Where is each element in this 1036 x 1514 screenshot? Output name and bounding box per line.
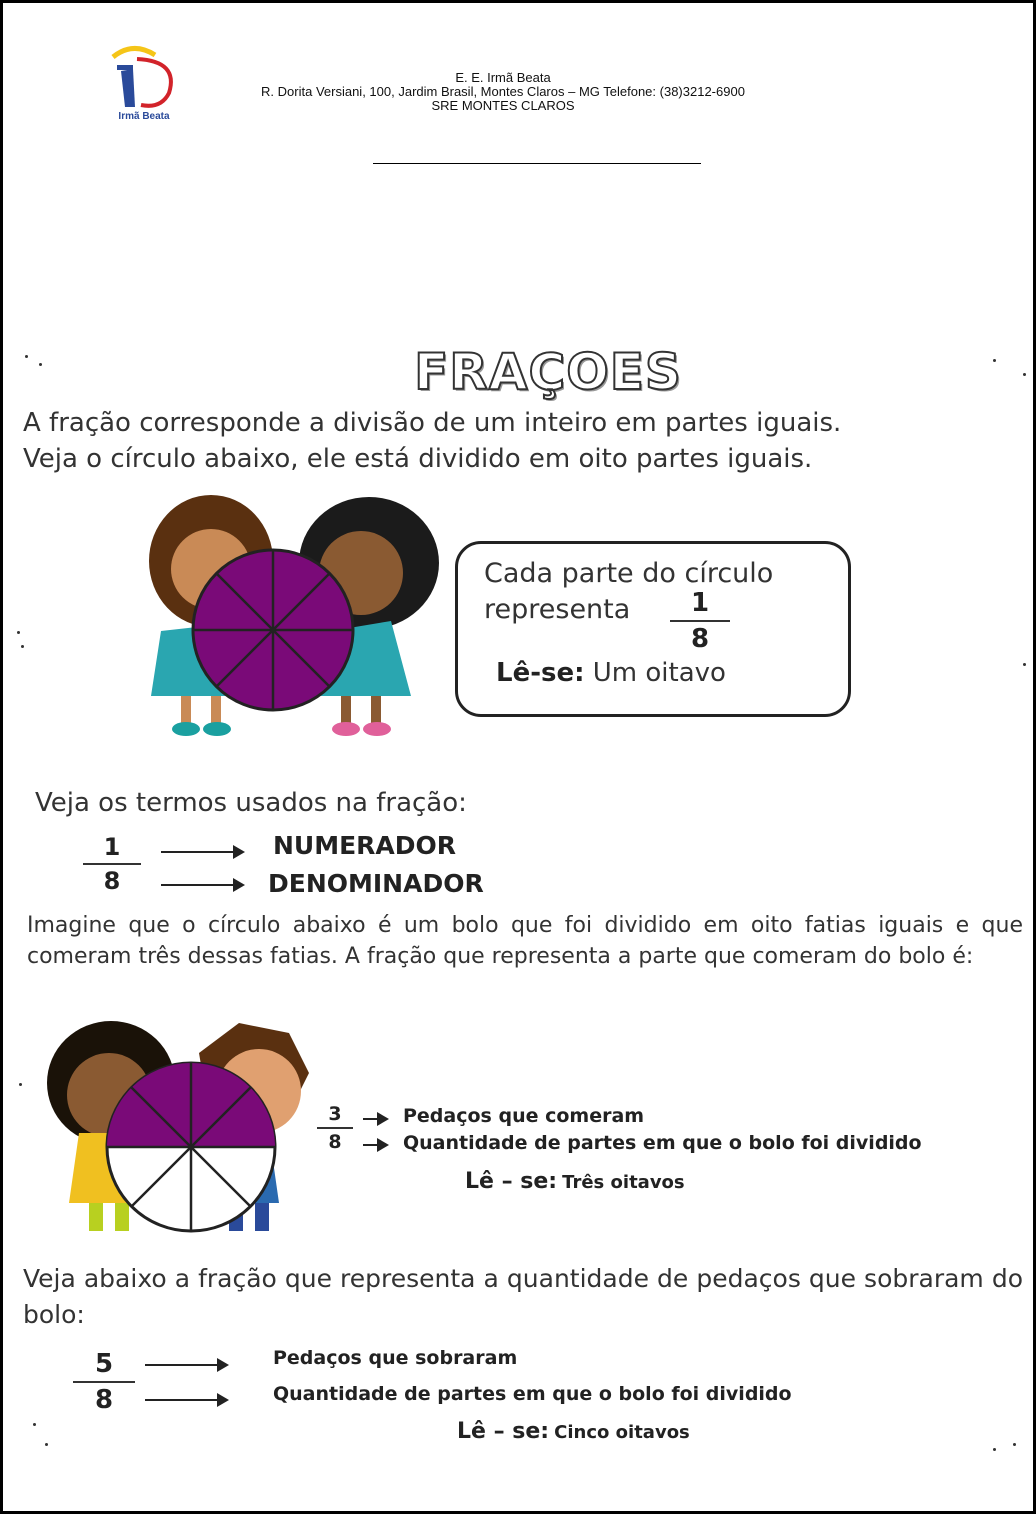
fraction-bar (73, 1381, 135, 1383)
leftover-read-as (457, 1419, 690, 1444)
arrow-icon (363, 1118, 387, 1120)
box-line-2: representa (484, 594, 631, 625)
fraction-numerator: 5 (94, 1349, 114, 1379)
cake-paragraph: Imagine que o círculo abaixo é um bolo que foi dividido em oito fatias iguais e que comeram três dessas fatias. A fração que representa a parte que comeram do bolo é: (27, 913, 1023, 969)
school-regional: SRE MONTES CLAROS (431, 98, 575, 113)
arrow-icon (363, 1144, 387, 1146)
denominator-term: DENOMINADOR (268, 869, 484, 898)
boys-holding-cake-illustration (39, 1013, 329, 1243)
intro-line-1: A fração corresponde a divisão de um inteiro em partes iguais. (23, 408, 842, 438)
terms-heading: Veja os termos usados na fração: (35, 788, 467, 818)
school-address: R. Dorita Versiani, 100, Jardim Brasil, Montes Claros – MG Telefone: (38)3212-6900 (261, 84, 745, 99)
read-label: Lê – se: (465, 1169, 558, 1194)
fraction-denominator: 8 (103, 867, 121, 895)
arrow-icon (145, 1364, 227, 1366)
box-read-as (496, 658, 726, 688)
cake-read-as (465, 1169, 685, 1194)
whole-circle-eighths (193, 550, 353, 710)
cake-fraction (317, 1103, 353, 1153)
read-value: Três oitavos (562, 1172, 685, 1193)
fraction-bar (83, 863, 141, 865)
read-value: Cinco oitavos (554, 1422, 690, 1443)
total-parts-label: Quantidade de partes em que o bolo foi dividido (403, 1132, 922, 1154)
leftover-pieces-label: Pedaços que sobraram (273, 1347, 518, 1369)
school-header (203, 71, 803, 113)
box-fraction (670, 588, 730, 654)
school-name: E. E. Irmã Beata (455, 70, 551, 85)
arrow-icon (161, 851, 243, 853)
logo-caption: Irmã Beata (118, 111, 170, 122)
page-title: FRAÇOES (414, 343, 682, 401)
fraction-denominator: 8 (328, 1131, 342, 1153)
fraction-bar (317, 1127, 353, 1129)
leftover-paragraph: Veja abaixo a fração que representa a quantidade de pedaços que sobraram do bolo: (23, 1264, 1023, 1329)
arrow-icon (145, 1399, 227, 1401)
terms-fraction (83, 833, 141, 895)
cake-circle-three-eighths (107, 1063, 275, 1231)
intro-line-2: Veja o círculo abaixo, ele está dividido em oito partes iguais. (23, 444, 813, 474)
eaten-pieces-label: Pedaços que comeram (403, 1105, 645, 1127)
box-line-1: Cada parte do círculo (484, 558, 774, 589)
name-line (373, 163, 701, 164)
arrow-icon (161, 884, 243, 886)
fraction-numerator: 3 (328, 1103, 342, 1125)
numerator-term: NUMERADOR (273, 831, 457, 860)
read-value: Um oitavo (592, 658, 726, 688)
girls-holding-circle-illustration (131, 491, 451, 741)
leftover-fraction (73, 1349, 135, 1415)
total-parts-label: Quantidade de partes em que o bolo foi dividido (273, 1383, 792, 1405)
read-label: Lê – se: (457, 1419, 550, 1444)
fraction-numerator: 1 (690, 588, 710, 618)
fraction-denominator: 8 (690, 624, 710, 654)
fraction-numerator: 1 (103, 833, 121, 861)
school-logo (103, 43, 183, 113)
fraction-explanation-box (455, 541, 851, 717)
fraction-denominator: 8 (94, 1385, 114, 1415)
fraction-bar (670, 620, 730, 622)
read-label: Lê-se: (496, 658, 585, 688)
